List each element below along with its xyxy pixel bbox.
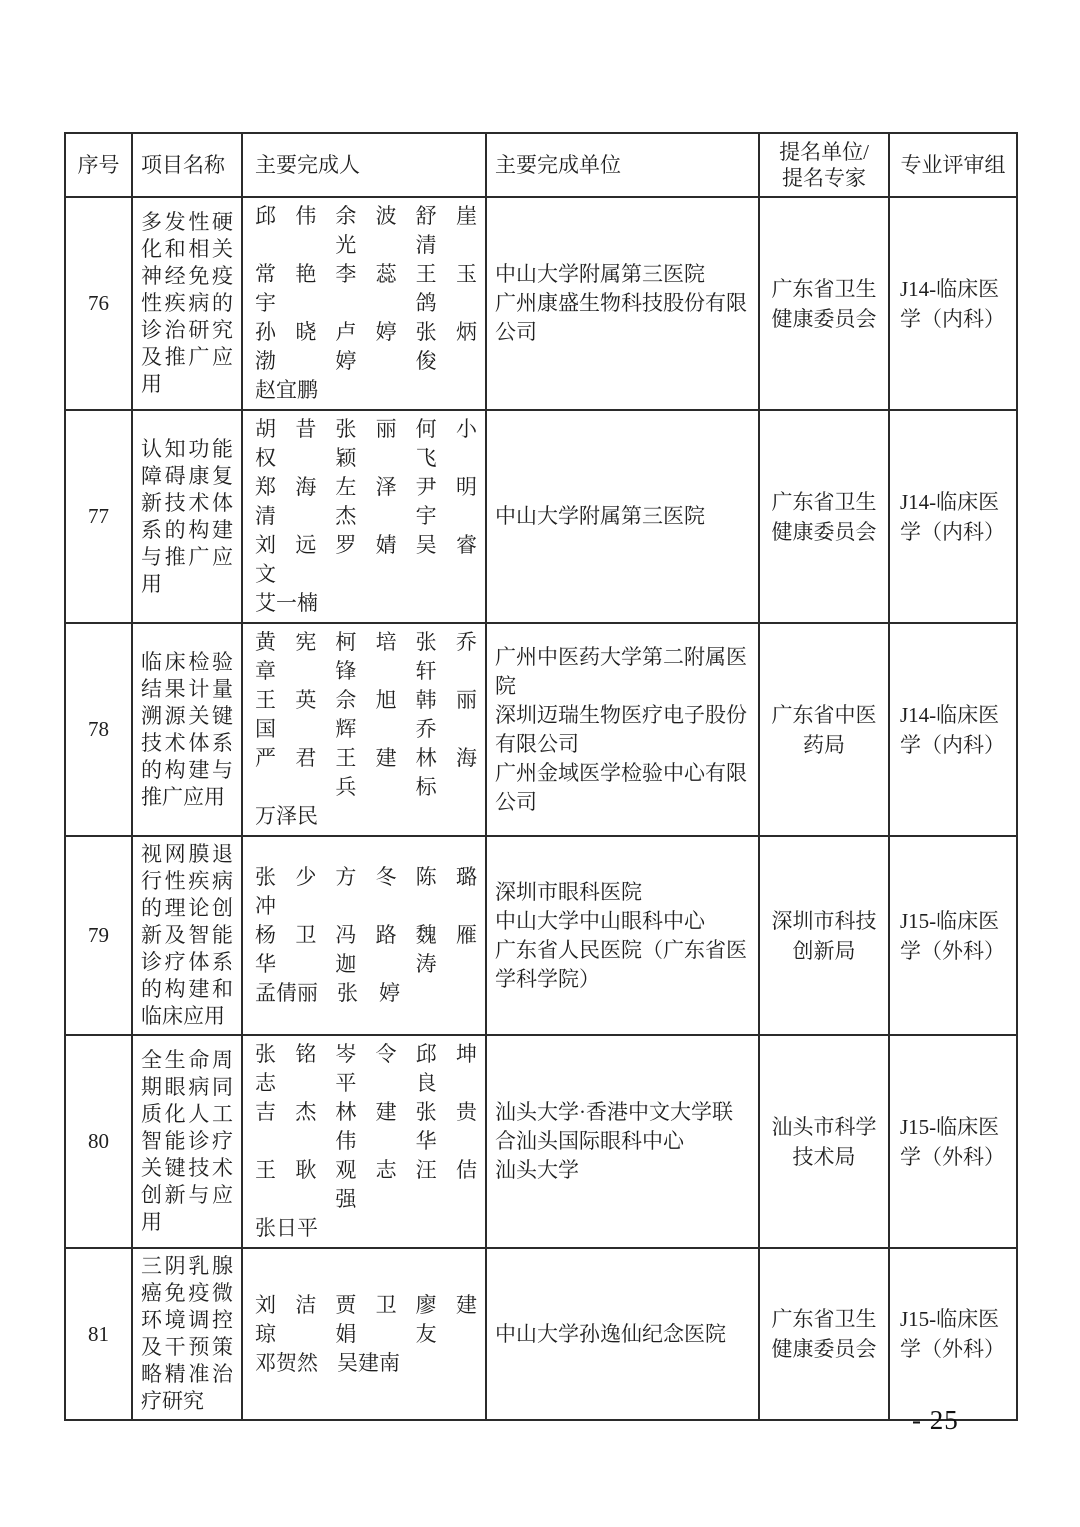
- person-name: 吴建南: [337, 1350, 400, 1375]
- person-name: 杨卫华: [255, 923, 317, 976]
- unit-name: 中山大学附属第三医院: [495, 262, 705, 286]
- person-line: [255, 1291, 477, 1349]
- project-title: 视网膜退行性疾病的理论创新及智能诊疗体系的构建和临床应用: [132, 836, 242, 1035]
- unit-name: 深圳迈瑞生物医疗电子股份有限公司: [495, 702, 747, 756]
- unit-name: 汕头大学: [495, 1158, 579, 1182]
- person-name: 观志强: [335, 1158, 397, 1211]
- person-name: 林海标: [415, 746, 477, 799]
- person-name: 孙晓渤: [255, 320, 317, 373]
- table-row: [65, 197, 1017, 410]
- project-title: 认知功能障碍康复新技术体系的构建与推广应用: [132, 410, 242, 623]
- person-name: 黄宪章: [255, 630, 317, 683]
- project-title: 临床检验结果计量溯源关键技术体系的构建与推广应用: [132, 623, 242, 836]
- person-name: 张丽颖: [335, 417, 397, 470]
- nominating-unit: 广东省卫生健康委员会: [759, 410, 889, 623]
- person-line: [255, 686, 477, 744]
- review-panel: J15-临床医学（外科）: [889, 1035, 1017, 1248]
- person-line: [255, 531, 477, 589]
- person-name: 李蕊: [335, 262, 397, 286]
- person-name: 佘旭辉: [335, 688, 397, 741]
- row-number: 80: [65, 1035, 132, 1248]
- person-line: [255, 744, 477, 802]
- person-name: 林建伟: [335, 1100, 397, 1153]
- header-units: 主要完成单位: [486, 133, 759, 197]
- person-name: 郑海清: [255, 475, 317, 528]
- person-name: 邱伟: [255, 204, 317, 228]
- person-line: [255, 473, 477, 531]
- person-name: 王耿: [255, 1158, 317, 1182]
- person-line: [255, 1098, 477, 1156]
- project-title: 多发性硬化和相关神经免疫性疾病的诊治研究及推广应用: [132, 197, 242, 410]
- project-persons: [242, 1035, 486, 1248]
- nominating-unit: 汕头市科学技术局: [759, 1035, 889, 1248]
- person-line: [255, 589, 477, 618]
- nominating-unit: 广东省中医药局: [759, 623, 889, 836]
- person-line: [255, 1349, 477, 1378]
- person-line: [255, 415, 477, 473]
- person-name: 张婷: [337, 981, 400, 1005]
- person-name: 艾一楠: [255, 591, 318, 615]
- person-name: 严君: [255, 746, 317, 770]
- person-name: 邓贺然: [255, 1350, 318, 1375]
- row-number: 76: [65, 197, 132, 410]
- person-name: 张铭志: [255, 1042, 317, 1095]
- project-units: [486, 197, 759, 410]
- person-line: [255, 802, 477, 831]
- person-name: 常艳宇: [255, 262, 317, 315]
- table-row: [65, 836, 1017, 1035]
- person-name: 胡昔权: [255, 417, 317, 470]
- header-nominator-line1: 提名单位/: [779, 140, 869, 164]
- person-name: 王建兵: [335, 746, 397, 799]
- unit-name: 中山大学孙逸仙纪念医院: [495, 1321, 726, 1346]
- unit-name: 广州康盛生物科技股份有限公司: [495, 291, 747, 344]
- header-no: 序号: [65, 133, 132, 197]
- person-line: [255, 628, 477, 686]
- unit-name: 广东省人民医院（广东省医学科学院）: [495, 937, 747, 991]
- review-panel: J15-临床医学（外科）: [889, 836, 1017, 1035]
- person-line: [255, 318, 477, 376]
- table-header-row: [65, 133, 1017, 197]
- person-line: [255, 1214, 477, 1243]
- person-line: [255, 921, 477, 979]
- project-units: [486, 1248, 759, 1420]
- person-name: 柯培锋: [335, 630, 397, 683]
- person-line: [255, 863, 477, 921]
- project-persons: [242, 197, 486, 410]
- table-row: [65, 1248, 1017, 1420]
- person-name: 舒崖清: [415, 204, 477, 257]
- review-panel: J14-临床医学（内科）: [889, 197, 1017, 410]
- person-name: 吉杰: [255, 1100, 317, 1124]
- nominating-unit: 广东省卫生健康委员会: [759, 1248, 889, 1420]
- header-project-title: 项目名称: [132, 133, 242, 197]
- person-name: 张炳俊: [415, 320, 477, 373]
- header-nominator-line2: 提名专家: [782, 166, 866, 190]
- person-name: 冯路迦: [335, 923, 397, 976]
- header-persons: 主要完成人: [242, 133, 486, 197]
- person-name: 廖建友: [415, 1292, 477, 1346]
- review-panel: J14-临床医学（内科）: [889, 410, 1017, 623]
- person-name: 何小飞: [415, 417, 477, 470]
- person-name: 张日平: [255, 1216, 318, 1240]
- unit-name: 中山大学中山眼科中心: [495, 908, 705, 933]
- person-name: 吴睿: [415, 533, 477, 557]
- unit-name: 中山大学附属第三医院: [495, 504, 705, 528]
- unit-name: 广州中医药大学第二附属医院: [495, 644, 747, 698]
- table-row: [65, 623, 1017, 836]
- project-title: 全生命周期眼病同质化人工智能诊疗关键技术创新与应用: [132, 1035, 242, 1248]
- person-name: 陈璐: [415, 865, 477, 889]
- header-review-panel: 专业评审组: [889, 133, 1017, 197]
- person-name: 韩丽乔: [415, 688, 477, 741]
- project-persons: [242, 410, 486, 623]
- person-name: 孟倩丽: [255, 981, 318, 1005]
- person-name: 岑令平: [335, 1042, 397, 1095]
- person-line: [255, 260, 477, 318]
- project-units: [486, 1035, 759, 1248]
- header-nominator: [759, 133, 889, 197]
- row-number: 77: [65, 410, 132, 623]
- project-units: [486, 410, 759, 623]
- person-line: [255, 979, 477, 1008]
- person-line: [255, 1040, 477, 1098]
- person-name: 余波光: [335, 204, 397, 257]
- person-name: 魏雁涛: [415, 923, 477, 976]
- person-name: 卢婷婷: [335, 320, 397, 373]
- table-row: [65, 1035, 1017, 1248]
- unit-name: 广州金域医学检验中心有限公司: [495, 760, 747, 814]
- project-persons: [242, 1248, 486, 1420]
- project-title: 三阴乳腺癌免疫微环境调控及干预策略精准治疗研究: [132, 1248, 242, 1420]
- person-name: 张乔轩: [415, 630, 477, 683]
- review-panel: J14-临床医学（内科）: [889, 623, 1017, 836]
- row-number: 81: [65, 1248, 132, 1420]
- project-units: [486, 836, 759, 1035]
- person-name: 左泽杰: [335, 475, 397, 528]
- person-name: 方冬: [335, 865, 397, 889]
- review-panel: J15-临床医学（外科）: [889, 1248, 1017, 1420]
- person-name: 贾卫娟: [335, 1292, 397, 1346]
- person-name: 尹明宇: [415, 475, 477, 528]
- nominating-unit: 深圳市科技创新局: [759, 836, 889, 1035]
- person-name: 王英国: [255, 688, 317, 741]
- project-persons: [242, 623, 486, 836]
- project-units: [486, 623, 759, 836]
- project-persons: [242, 836, 486, 1035]
- page-number: - 25: [912, 1405, 959, 1435]
- person-name: 罗婧: [335, 533, 397, 557]
- row-number: 78: [65, 623, 132, 836]
- person-line: [255, 202, 477, 260]
- table-row: [65, 410, 1017, 623]
- person-name: 邱坤良: [415, 1042, 477, 1095]
- person-name: 张少冲: [255, 865, 317, 918]
- person-name: 张贵华: [415, 1100, 477, 1153]
- person-name: 刘远文: [255, 533, 317, 586]
- row-number: 79: [65, 836, 132, 1035]
- person-name: 汪佶: [415, 1158, 477, 1182]
- nominating-unit: 广东省卫生健康委员会: [759, 197, 889, 410]
- person-line: [255, 376, 477, 405]
- person-name: 王玉鸽: [415, 262, 477, 315]
- projects-table: [64, 132, 1018, 1421]
- unit-name: 深圳市眼科医院: [495, 879, 642, 904]
- person-line: [255, 1156, 477, 1214]
- person-name: 刘洁琼: [255, 1292, 317, 1346]
- unit-name: 汕头大学·香港中文大学联合汕头国际眼科中心: [495, 1100, 733, 1153]
- person-name: 赵宜鹏: [255, 378, 318, 402]
- person-name: 万泽民: [255, 804, 318, 828]
